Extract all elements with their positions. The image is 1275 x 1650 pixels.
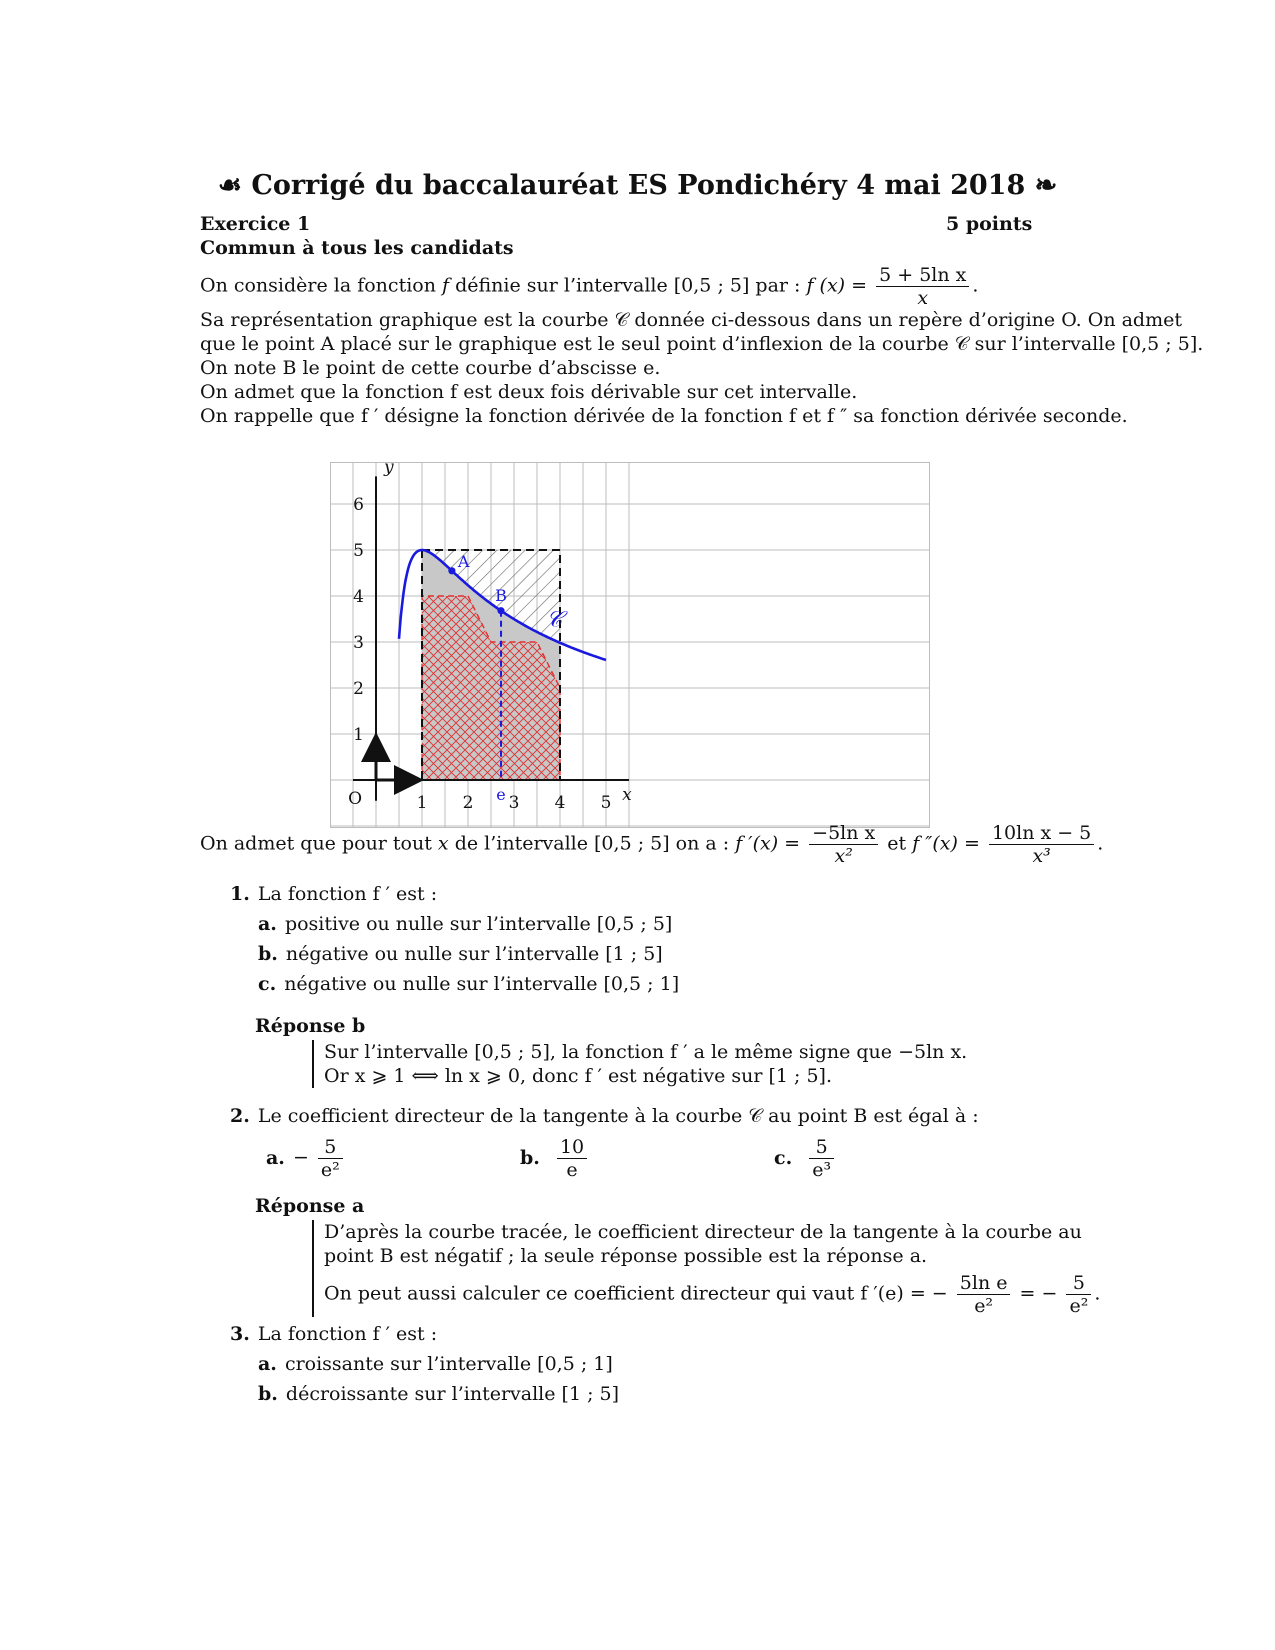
x-tick-label: 5 [600, 793, 612, 813]
title-text: Corrigé du baccalauréat ES Pondichéry 4 mai 2018 [251, 170, 1026, 201]
origin-label: O [348, 789, 362, 809]
exercise-name: Exercice 1 [200, 213, 311, 235]
intro-line-5: On admet que la fonction f est deux fois dérivable sur cet intervalle. [200, 381, 858, 403]
x-axis-label: x [622, 785, 632, 805]
curve-label: 𝒞 [546, 607, 563, 633]
point-label-b: B [495, 585, 507, 605]
fprime-fraction: $\frac{\text{−5ln x}}{\text{x²}}$ [809, 822, 878, 867]
x-tick-label: 2 [462, 793, 474, 813]
y-tick-label: 4 [353, 587, 364, 607]
q2-statement: 2. Le coefficient directeur de la tangente à la courbe 𝒞 au point B est égal à : [230, 1105, 979, 1127]
q1-answer: Réponse b [255, 1015, 366, 1037]
y-axis-label: y [384, 462, 394, 478]
q1-option-c: c. négative ou nulle sur l’intervalle [0,5 ; 1] [258, 973, 680, 995]
f-fraction: $\frac{\text{5 + 5ln x}}{x}$ [876, 264, 969, 309]
q3-option-b: b. décroissante sur l’intervalle [1 ; 5] [258, 1383, 620, 1405]
e-tick-label: e [496, 785, 506, 804]
intro-line-4: On note B le point de cette courbe d’abscisse e. [200, 357, 661, 379]
fsecond-fraction: $\frac{\text{10ln x − 5}}{\text{x³}}$ [989, 822, 1094, 867]
q2-option-c: c. $\frac{5}{\text{e³}}$ [774, 1136, 837, 1181]
y-tick-label: 1 [353, 725, 364, 745]
q3-statement: 3. La fonction f ′ est : [230, 1323, 438, 1345]
exercise-audience: Commun à tous les candidats [200, 237, 514, 259]
x-tick-label: 1 [416, 793, 428, 813]
derivatives-line: On admet que pour tout x de l’intervalle [0,5 ; 5] on a : f ′(x) = $\frac{\text{−5ln x}}{\text{x²}}$ et f ″(x) = $\frac{\text{10ln x − 5}}{\text{x³}}$ . [200, 822, 1104, 867]
exercise-points: 5 points [946, 213, 1033, 235]
point-a [448, 567, 455, 574]
function-graph [330, 462, 930, 828]
intro-line-1: On considère la fonction f définie sur l’intervalle [0,5 ; 5] par : f (x) = $\frac{\text{5 + 5ln x}}{x}$ . [200, 264, 979, 309]
q2-option-a: a. − $\frac{5}{\text{e²}}$ [266, 1136, 346, 1181]
intro-line-3: que le point A placé sur le graphique est le seul point d’inflexion de la courbe 𝒞 sur l’intervalle [0,5 ; 5]. [200, 333, 1204, 355]
point-label-a: A [457, 551, 470, 571]
y-tick-label: 3 [353, 633, 364, 653]
grid-border [331, 463, 930, 828]
q1-option-b: b. négative ou nulle sur l’intervalle [1 ; 5] [258, 943, 663, 965]
x-tick-label: 4 [554, 793, 566, 813]
q1-statement: 1. La fonction f ′ est : [230, 883, 438, 905]
q2-answer: Réponse a [255, 1195, 365, 1217]
q3-option-a: a. croissante sur l’intervalle [0,5 ; 1] [258, 1353, 613, 1375]
y-tick-label: 5 [353, 541, 364, 561]
intro-line-6: On rappelle que f ′ désigne la fonction dérivée de la fonction f et f ″ sa fonction dérivée seconde. [200, 405, 1128, 427]
grid [330, 462, 930, 828]
q2-option-b: b. $\frac{10}{e}$ [520, 1136, 590, 1181]
q1-option-a: a. positive ou nulle sur l’intervalle [0,5 ; 5] [258, 913, 673, 935]
y-tick-label: 2 [353, 679, 364, 699]
page-title [0, 170, 1275, 201]
x-tick-label: 3 [508, 793, 520, 813]
ornament-left-icon: ☙ [217, 170, 242, 201]
intro-line-2: Sa représentation graphique est la courbe 𝒞 donnée ci-dessous dans un repère d’origine O. On admet [200, 309, 1182, 331]
q1-explanation: Sur l’intervalle [0,5 ; 5], la fonction f ′ a le même signe que −5ln x. Or x ⩾ 1 ⟺ ln x ⩾ 0, donc f ′ est négative sur [1 ; 5]. [312, 1040, 967, 1088]
point-b [497, 607, 504, 614]
q2-explanation: D’après la courbe tracée, le coefficient directeur de la tangente à la courbe au point B est négatif ; la seule réponse possible est la réponse a. On peut aussi calculer ce coefficient directeur qui vaut f ′(e) = − $\frac{\text{5ln e}}{\text{e²}}$ = − $\frac{5}{\text{e²}}$ . [312, 1220, 1100, 1317]
ornament-right-icon: ❧ [1034, 170, 1058, 201]
y-tick-label: 6 [353, 495, 364, 515]
